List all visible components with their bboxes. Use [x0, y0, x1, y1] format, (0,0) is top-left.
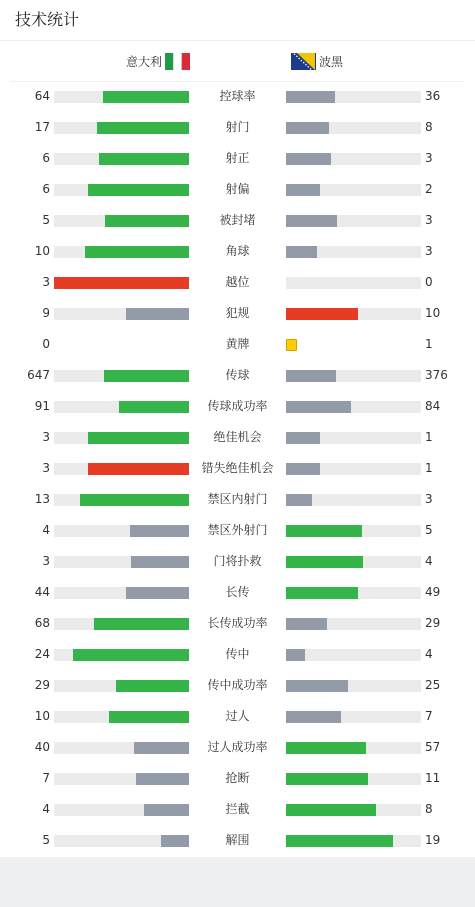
home-value: 91 — [34, 399, 50, 413]
away-value: 10 — [425, 306, 441, 320]
home-bar-fill — [130, 525, 189, 537]
away-bar-track — [286, 184, 421, 196]
away-bar-fill — [286, 649, 305, 661]
home-value: 68 — [34, 616, 50, 630]
stat-row — [0, 298, 475, 329]
away-bar-fill — [286, 153, 331, 165]
stat-row — [0, 608, 475, 639]
home-value: 5 — [42, 833, 50, 847]
away-bar-fill — [286, 835, 393, 847]
home-value: 44 — [34, 585, 50, 599]
home-bar-fill — [94, 618, 189, 630]
home-value: 13 — [34, 492, 50, 506]
away-bar-track — [286, 618, 421, 630]
away-value: 25 — [425, 678, 441, 692]
away-value: 3 — [425, 244, 433, 258]
home-bar-track — [54, 587, 189, 599]
page-title: 技术统计 — [15, 10, 80, 29]
away-bar-track — [286, 432, 421, 444]
stat-row — [0, 639, 475, 670]
away-bar-track — [286, 91, 421, 103]
away-value: 0 — [425, 275, 433, 289]
yellow-card-icon — [286, 339, 297, 351]
stat-label: 解围 — [225, 833, 250, 847]
stat-label: 犯规 — [225, 306, 250, 320]
home-value: 17 — [34, 120, 50, 134]
stat-label: 拦截 — [225, 802, 250, 816]
stat-row — [0, 360, 475, 391]
away-value: 3 — [425, 492, 433, 506]
away-bar-fill — [286, 773, 368, 785]
home-bar-track — [54, 308, 189, 320]
stat-label: 长传成功率 — [207, 616, 268, 630]
stat-row — [0, 701, 475, 732]
home-team[interactable] — [126, 53, 190, 70]
away-value: 29 — [425, 616, 441, 630]
stat-row — [0, 763, 475, 794]
away-bar-track — [286, 277, 421, 289]
teams-header — [0, 41, 475, 81]
away-bar-fill — [286, 556, 363, 568]
home-bar-track — [54, 556, 189, 568]
away-bar-track — [286, 649, 421, 661]
stat-label: 门将扑救 — [213, 554, 262, 568]
stat-label: 长传 — [225, 585, 250, 599]
away-bar-fill — [286, 401, 351, 413]
away-bar-fill — [286, 370, 336, 382]
stat-label: 抢断 — [225, 771, 250, 785]
home-bar-fill — [73, 649, 189, 661]
home-bar-fill — [119, 401, 189, 413]
away-bar-track — [286, 804, 421, 816]
home-value: 64 — [34, 89, 50, 103]
away-value: 57 — [425, 740, 441, 754]
stat-label: 控球率 — [219, 89, 256, 103]
home-value: 647 — [27, 368, 50, 382]
home-bar-track — [54, 494, 189, 506]
home-value: 4 — [42, 523, 50, 537]
stat-label: 禁区内射门 — [207, 492, 268, 506]
stat-row — [0, 670, 475, 701]
away-bar-fill — [286, 742, 366, 754]
home-bar-track — [54, 401, 189, 413]
away-bar-track — [286, 401, 421, 413]
home-bar-fill — [80, 494, 189, 506]
stat-row — [0, 515, 475, 546]
home-value: 4 — [42, 802, 50, 816]
bosnia-flag-icon — [291, 53, 316, 70]
away-bar-fill — [286, 711, 341, 723]
away-value: 36 — [425, 89, 441, 103]
away-value: 3 — [425, 151, 433, 165]
stat-row — [0, 453, 475, 484]
home-bar-track — [54, 711, 189, 723]
away-bar-fill — [286, 587, 358, 599]
home-value: 29 — [34, 678, 50, 692]
home-bar-track — [54, 91, 189, 103]
stat-row — [0, 236, 475, 267]
home-bar-track — [54, 680, 189, 692]
home-bar-fill — [105, 215, 189, 227]
stat-row — [0, 81, 475, 112]
stat-label: 禁区外射门 — [207, 523, 268, 537]
away-bar-fill — [286, 804, 376, 816]
away-bar-fill — [286, 680, 348, 692]
stat-row — [0, 577, 475, 608]
stat-row — [0, 422, 475, 453]
home-value: 3 — [42, 461, 50, 475]
home-value: 9 — [42, 306, 50, 320]
stat-label: 传中 — [225, 647, 250, 661]
stat-label: 射偏 — [225, 182, 250, 196]
away-bar-track — [286, 742, 421, 754]
stat-label: 越位 — [225, 275, 250, 289]
stat-label: 黄牌 — [225, 337, 250, 351]
stat-row — [0, 112, 475, 143]
home-value: 6 — [42, 151, 50, 165]
home-value: 3 — [42, 430, 50, 444]
away-value: 3 — [425, 213, 433, 227]
home-bar-fill — [116, 680, 189, 692]
stat-row — [0, 174, 475, 205]
stat-label: 过人 — [225, 709, 250, 723]
away-team[interactable] — [291, 53, 343, 70]
away-bar-track — [286, 556, 421, 568]
away-bar-track — [286, 153, 421, 165]
home-team-name: 意大利 — [125, 55, 162, 69]
stat-row — [0, 546, 475, 577]
away-value: 1 — [425, 337, 433, 351]
away-bar-track — [286, 215, 421, 227]
stat-label: 传球成功率 — [207, 399, 268, 413]
away-bar-track — [286, 711, 421, 723]
away-bar-track — [286, 587, 421, 599]
home-bar-track — [54, 153, 189, 165]
home-value: 6 — [42, 182, 50, 196]
away-bar-track — [286, 494, 421, 506]
away-bar-track — [286, 308, 421, 320]
stat-label: 角球 — [225, 244, 250, 258]
stat-row — [0, 484, 475, 515]
stat-label: 过人成功率 — [207, 740, 268, 754]
stat-row — [0, 205, 475, 236]
home-value: 0 — [42, 337, 50, 351]
away-bar-track — [286, 835, 421, 847]
home-value: 10 — [34, 709, 50, 723]
home-bar-fill — [126, 587, 189, 599]
away-bar-fill — [286, 463, 320, 475]
away-bar-track — [286, 773, 421, 785]
home-bar-fill — [85, 246, 189, 258]
away-bar-fill — [286, 246, 317, 258]
home-bar-fill — [103, 91, 189, 103]
away-bar-fill — [286, 525, 362, 537]
stat-row — [0, 143, 475, 174]
home-bar-fill — [104, 370, 189, 382]
home-bar-track — [54, 742, 189, 754]
stat-label: 传中成功率 — [207, 678, 268, 692]
away-bar-track — [286, 463, 421, 475]
home-bar-fill — [54, 277, 189, 289]
stat-label: 绝佳机会 — [213, 430, 262, 444]
away-bar-fill — [286, 494, 312, 506]
home-bar-fill — [136, 773, 189, 785]
away-bar-track — [286, 122, 421, 134]
away-bar-fill — [286, 91, 335, 103]
home-bar-track — [54, 649, 189, 661]
italy-flag-icon — [165, 53, 190, 70]
away-value: 5 — [425, 523, 433, 537]
home-value: 10 — [34, 244, 50, 258]
home-bar-track — [54, 277, 189, 289]
away-bar-fill — [286, 618, 327, 630]
stat-row — [0, 391, 475, 422]
home-bar-fill — [126, 308, 189, 320]
home-bar-track — [54, 525, 189, 537]
away-bar-track — [286, 525, 421, 537]
stat-label: 错失绝佳机会 — [201, 461, 274, 475]
away-bar-track — [286, 370, 421, 382]
away-bar-track — [286, 680, 421, 692]
away-value: 19 — [425, 833, 441, 847]
stat-label: 被封堵 — [219, 213, 256, 227]
home-bar-fill — [161, 835, 189, 847]
away-team-name: 波黑 — [319, 55, 344, 69]
away-value: 84 — [425, 399, 441, 413]
home-bar-fill — [131, 556, 189, 568]
home-bar-track — [54, 804, 189, 816]
away-value: 1 — [425, 461, 433, 475]
away-bar-track — [286, 246, 421, 258]
away-value: 49 — [425, 585, 441, 599]
home-bar-fill — [88, 432, 189, 444]
home-bar-track — [54, 246, 189, 258]
home-value: 5 — [42, 213, 50, 227]
away-value: 8 — [425, 120, 433, 134]
away-bar-fill — [286, 215, 337, 227]
home-bar-fill — [88, 184, 189, 196]
away-value: 4 — [425, 647, 433, 661]
stat-label: 射正 — [225, 151, 250, 165]
home-bar-track — [54, 339, 189, 351]
home-value: 3 — [42, 554, 50, 568]
home-bar-track — [54, 618, 189, 630]
home-bar-track — [54, 463, 189, 475]
stat-label: 传球 — [225, 368, 250, 382]
home-bar-fill — [88, 463, 189, 475]
home-bar-track — [54, 370, 189, 382]
home-bar-track — [54, 122, 189, 134]
home-bar-fill — [97, 122, 189, 134]
home-value: 40 — [34, 740, 50, 754]
away-bar-fill — [286, 432, 320, 444]
away-value: 4 — [425, 554, 433, 568]
home-value: 24 — [34, 647, 50, 661]
home-bar-track — [54, 773, 189, 785]
home-bar-track — [54, 184, 189, 196]
home-value: 3 — [42, 275, 50, 289]
away-bar-fill — [286, 308, 358, 320]
away-value: 376 — [425, 368, 448, 382]
home-bar-fill — [99, 153, 189, 165]
home-bar-fill — [134, 742, 189, 754]
stat-row — [0, 825, 475, 856]
home-bar-track — [54, 835, 189, 847]
away-value: 7 — [425, 709, 433, 723]
away-bar-fill — [286, 122, 329, 134]
home-bar-track — [54, 432, 189, 444]
away-value: 8 — [425, 802, 433, 816]
stat-row — [0, 732, 475, 763]
home-value: 7 — [42, 771, 50, 785]
home-bar-track — [54, 215, 189, 227]
away-value: 2 — [425, 182, 433, 196]
stat-row — [0, 267, 475, 298]
away-value: 1 — [425, 430, 433, 444]
away-value: 11 — [425, 771, 441, 785]
stat-row — [0, 329, 475, 360]
away-bar-fill — [286, 184, 320, 196]
home-bar-fill — [144, 804, 189, 816]
stat-label: 射门 — [225, 120, 250, 134]
stat-row — [0, 794, 475, 825]
home-bar-fill — [109, 711, 189, 723]
